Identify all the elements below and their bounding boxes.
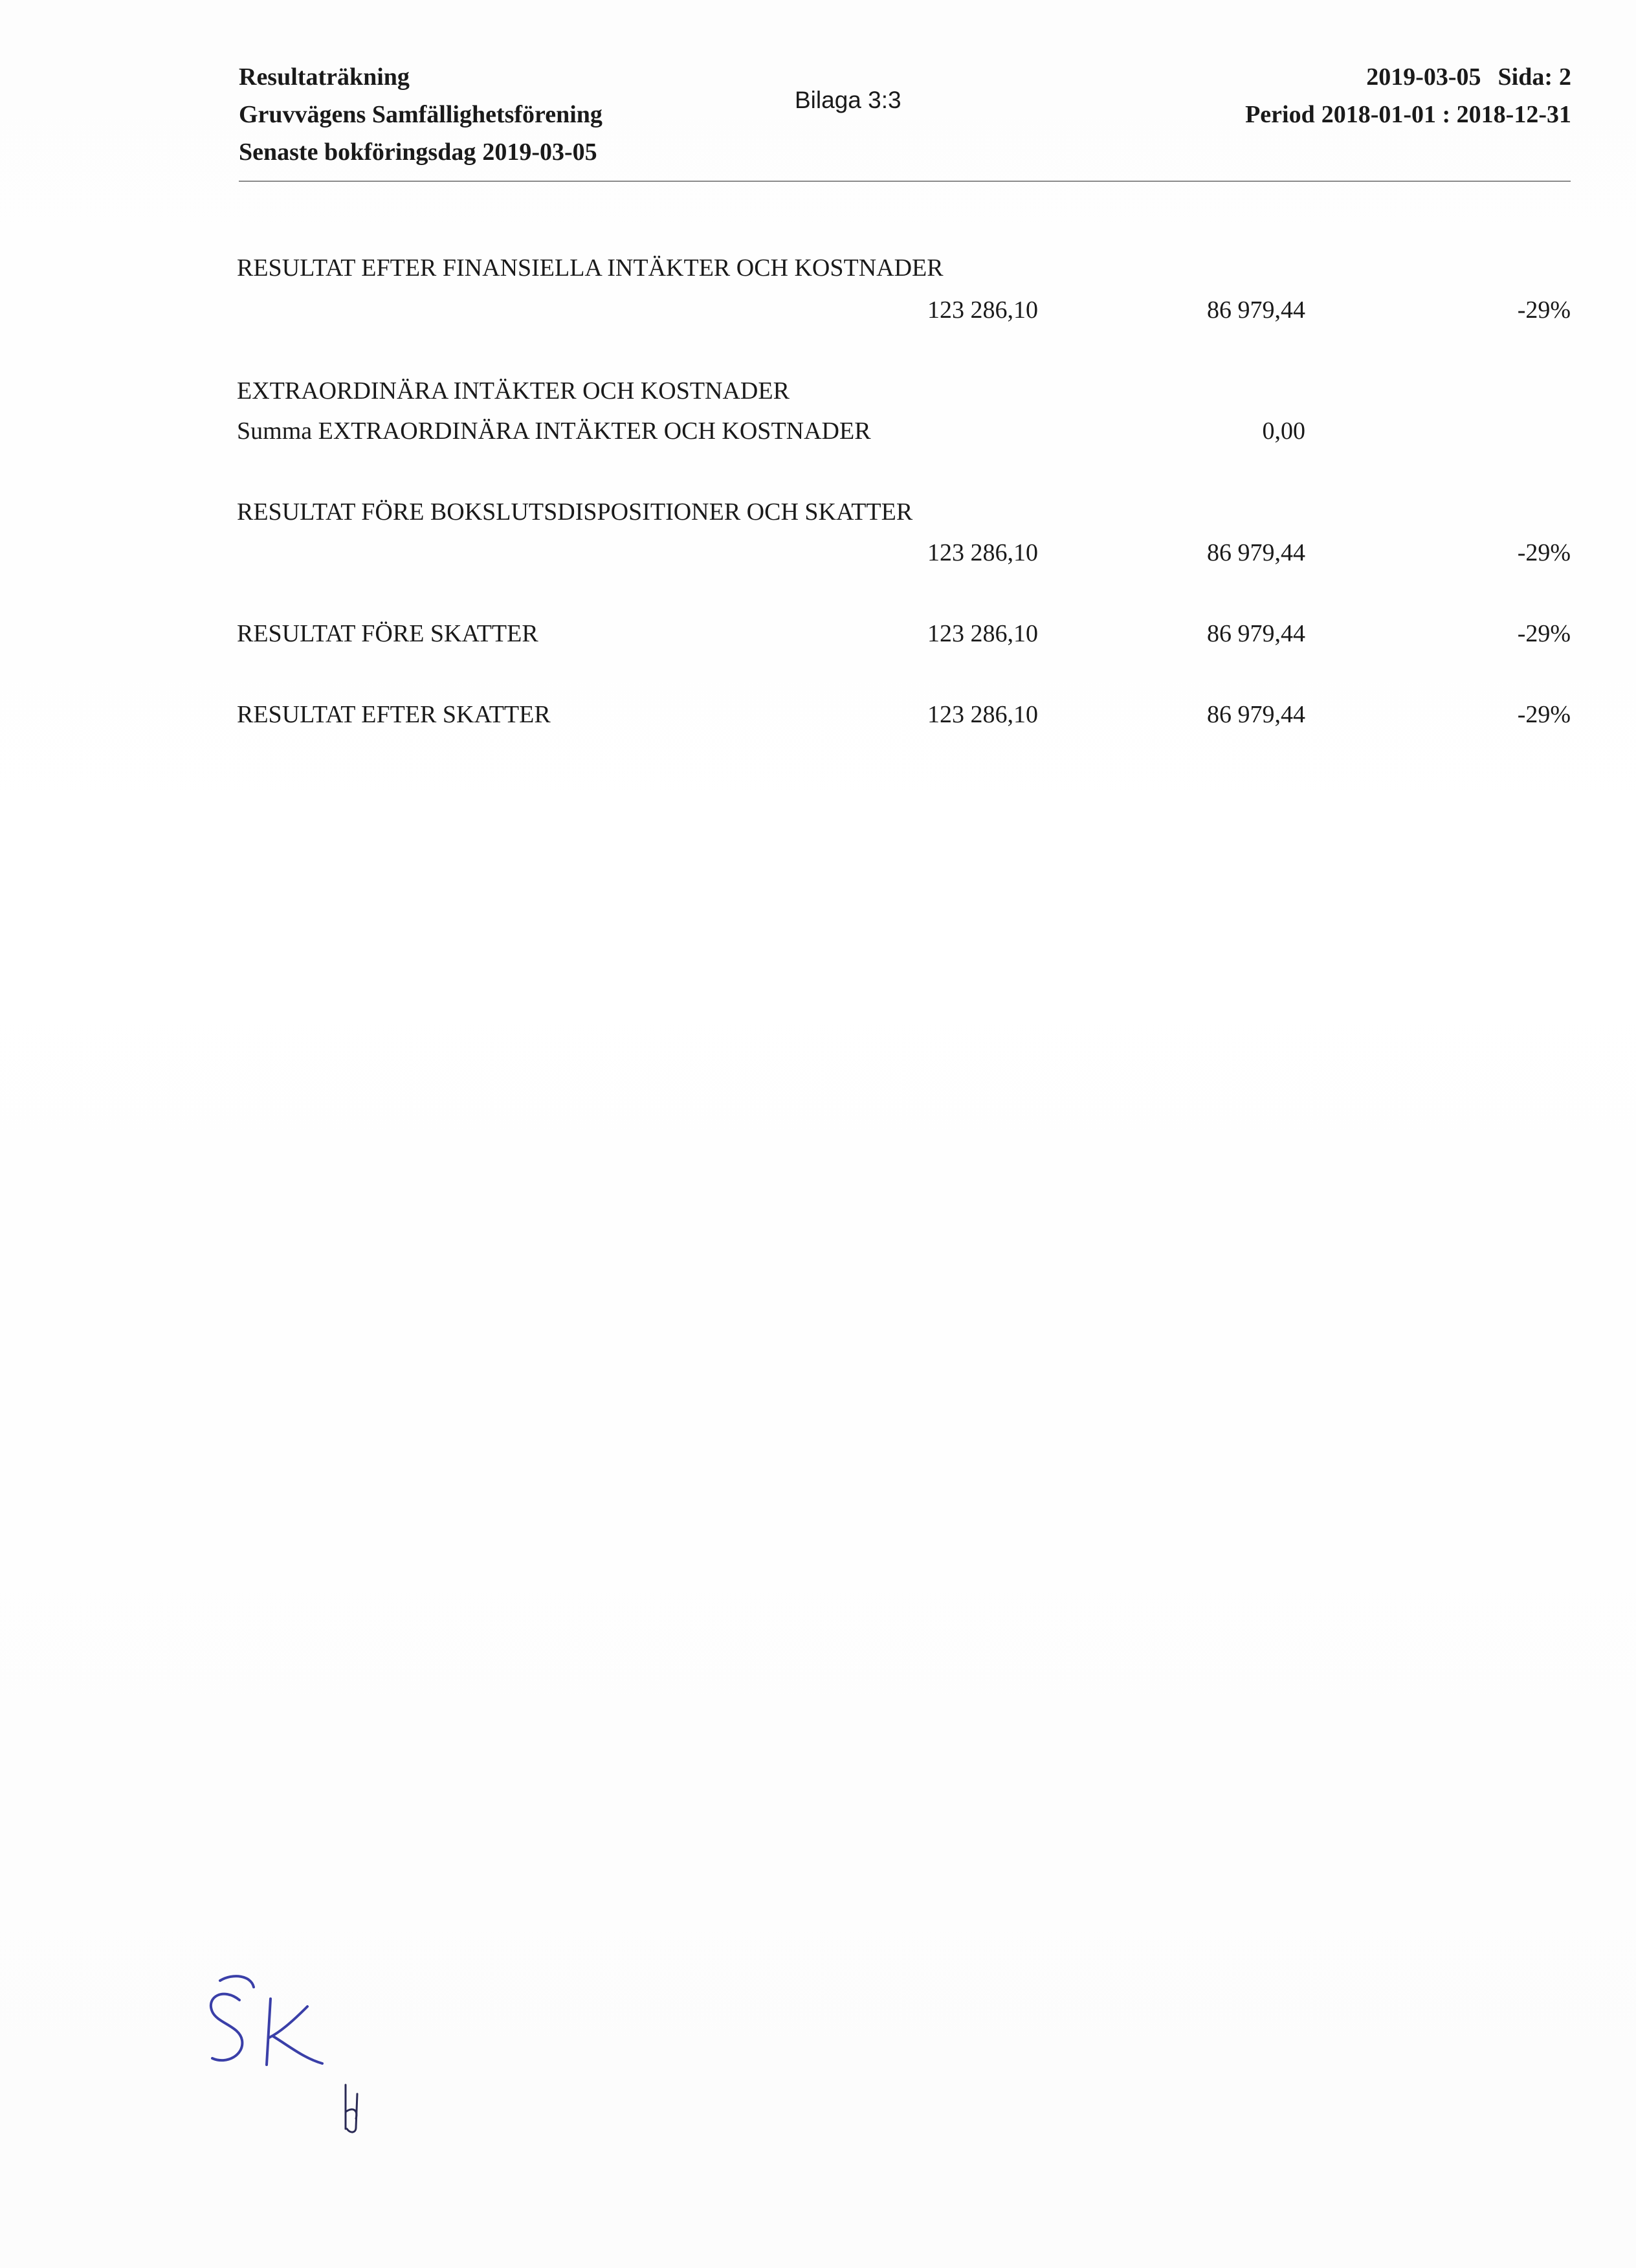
handwritten-initials-icon — [194, 1961, 343, 2084]
financial-result-previous: 86 979,44 — [1207, 296, 1305, 324]
before-appropriations-change: -29% — [1517, 539, 1571, 566]
last-posting-row — [239, 133, 602, 171]
financial-result-heading: RESULTAT EFTER FINANSIELLA INTÄKTER OCH KOSTNADER — [237, 254, 944, 282]
print-date-row — [1245, 58, 1571, 96]
before-tax-label: RESULTAT FÖRE SKATTER — [237, 620, 538, 647]
financial-result-change: -29% — [1517, 296, 1571, 324]
organization-name: Gruvvägens Samfällighetsförening — [239, 101, 602, 128]
before-tax-current: 123 286,10 — [927, 620, 1038, 647]
last-posting-date: 2019-03-05 — [482, 139, 597, 166]
print-date: 2019-03-05 — [1366, 63, 1481, 91]
header-right-block — [1245, 58, 1571, 133]
before-tax-previous: 86 979,44 — [1207, 620, 1305, 647]
page-label: Sida: — [1498, 63, 1553, 91]
report-title: Resultaträkning — [239, 63, 410, 91]
after-tax-label: RESULTAT EFTER SKATTER — [237, 701, 551, 728]
extraordinary-sum-previous: 0,00 — [1262, 417, 1305, 445]
period-range: 2018-01-01 : 2018-12-31 — [1321, 101, 1571, 128]
page-number: 2 — [1559, 63, 1571, 91]
extraordinary-sum-label: Summa EXTRAORDINÄRA INTÄKTER OCH KOSTNADER — [237, 417, 871, 445]
period-row — [1245, 96, 1571, 133]
period-label: Period — [1245, 101, 1315, 128]
before-appropriations-previous: 86 979,44 — [1207, 539, 1305, 566]
before-tax-change: -29% — [1517, 620, 1571, 647]
financial-result-current: 123 286,10 — [927, 296, 1038, 324]
after-tax-change: -29% — [1517, 701, 1571, 728]
ink-mark-icon — [337, 2081, 369, 2139]
before-appropriations-current: 123 286,10 — [927, 539, 1038, 566]
header-divider — [239, 181, 1571, 182]
before-appropriations-heading: RESULTAT FÖRE BOKSLUTSDISPOSITIONER OCH SKATTER — [237, 498, 913, 526]
after-tax-previous: 86 979,44 — [1207, 701, 1305, 728]
after-tax-current: 123 286,10 — [927, 701, 1038, 728]
extraordinary-heading: EXTRAORDINÄRA INTÄKTER OCH KOSTNADER — [237, 377, 790, 405]
attachment-label: Bilaga 3:3 — [795, 87, 901, 113]
last-posting-label: Senaste bokföringsdag — [239, 139, 476, 166]
header-left-block — [239, 58, 602, 171]
